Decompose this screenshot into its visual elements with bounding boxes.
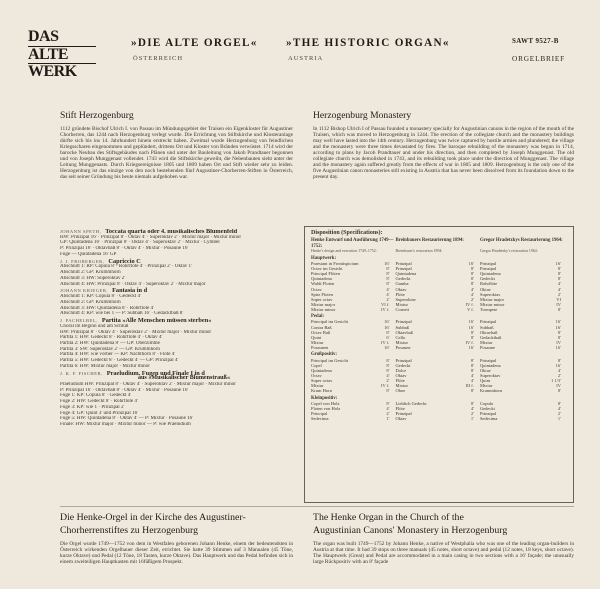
stop-footage: 16' [384,319,390,325]
stop-name: Prinzipal [395,411,412,417]
stop-name: Rohrflöte [479,281,498,287]
stop-footage: 8' [386,367,390,373]
stop-name: Mixtur minor [479,301,505,307]
stop-footage: 8' [557,357,561,363]
stop-name: Quintadena [395,271,417,277]
column-header-hradetzky: Gregor Hradetzkys Restaurierung 1964: [479,238,563,244]
stop-name: Principal im Gesicht [311,357,348,363]
stop-name: Prinzipal [479,260,497,266]
stop-footage: 2' [557,411,561,417]
stop-footage: 4' [470,405,474,411]
stop-name: Oboe [395,388,406,394]
stop-name: Mixtur [395,340,408,346]
logo-line-2: ALTE [28,46,96,65]
stop-name: Prinzipal [395,319,412,325]
registration-line: Abschnitt 1: RP: Copula 8' · Rohrflöte 4' · Prinzipal 2' · Oktav 1' [60,264,192,270]
stop-footage: 1' [386,416,390,422]
stop-name: Prinzipal [479,411,497,417]
stop-footage: IV f. [381,383,390,389]
stop-footage: 6' [386,334,390,340]
stop-footage: 4' [557,281,561,287]
stop-name: Oktav [479,367,491,373]
stop-name: Posaune [479,345,495,351]
disposition-title: Disposition (Specifications): [311,230,383,236]
disposition-column-headers [311,238,567,249]
stop-name: Praestant in Frontispicium [311,260,359,266]
stop-name: Principal [311,411,328,417]
stop-name: Principal im Gesicht [311,319,348,325]
registration-line: Partita 4: HW: wie vorher — KP: Nachthorn 8' · Flöte 4' [60,352,176,358]
stop-name: Gedeckt [479,405,495,411]
disposition-column-notes [311,249,567,254]
stop-footage: 8' [470,271,474,277]
stop-name: Posaune [395,345,411,351]
registration-line: Partita 5: HW: Gedeckt 8' · Gedeckt 4' — GP: Prinzipal 4' [60,358,179,364]
heading-stift-herzogenburg: Stift Herzogenburg [60,110,134,121]
registration-line: Abschnitt 4: HW: Prinzipal 8' · Oktav 4' · Superoktav 2' · Mixtur major [60,281,206,287]
stop-footage: 16' [555,324,561,330]
stop-footage: 2' [470,296,474,302]
piece-title: Praeludium, Fugen und Finale I in d [106,369,205,377]
stop-name: Copula [479,400,493,406]
stop-name: Flöte [395,291,405,297]
stop-name: Quintadena [311,276,332,282]
program-piece [60,288,300,317]
stop-name: Prinzipal [479,357,497,363]
series-title-german: »DIE ALTE ORGEL« [131,37,258,49]
stop-name: Cornett [395,307,409,313]
stop-name: Krum Horn [311,388,332,394]
catalog-number: SAWT 9527-B [512,37,559,45]
registration-line: Fuge 5: HW: Quintadena 8' · Oktav 4' — P: Mixtur · Posaune 16' [60,416,194,422]
stop-footage: IV f. [381,340,390,346]
stop-footage: 2' [386,411,390,417]
program-piece [60,318,300,369]
stop-cell [395,345,479,350]
disposition-body [311,256,567,422]
piece-title: Fantasia in d [112,287,148,295]
stop-footage: 8' [557,400,561,406]
stop-name: Prinzipal [395,357,412,363]
stop-name: Mixtur [311,383,324,389]
column-note-henke: Henke's design and execution 1749–1752: [311,248,377,253]
stop-name: Gedeckt [395,276,411,282]
stop-name: Oktavbaß [479,329,498,335]
stop-row [311,307,567,312]
stop-footage: 8' [557,334,561,340]
registration-line: Partita 6: HW: Mixtur major · Mixtur minor [60,363,150,369]
stop-footage: 4' [470,373,474,378]
stop-name: Principal Flöten [311,271,340,277]
stop-name: Spitz Floten [311,291,333,297]
stop-footage: 16' [555,260,561,266]
stop-cell [395,307,479,312]
stop-footage: 4' [386,373,390,378]
column-header-breinbauer: Breinbauers Restaurierung 1894: [395,238,464,244]
stop-name: Flöte [395,378,405,384]
division-name: Großpositiv: [311,352,338,358]
stop-footage: 16' [468,324,474,330]
stop-cell [311,345,395,350]
stop-footage: 4' [470,378,474,384]
stop-name: Oktavbaß [395,329,413,335]
registration-line: Abschnitt 2: GP: Krummhorn [60,299,121,305]
registration-line: Partita 2: HW: Quintadena 8' — GP: Oberzimme [60,340,160,346]
registration-line: Fuge 1: KP: Copula 8' · Gedeckt 4' [60,393,132,399]
organ-text-german: Die Orgel wurde 1749—1752 von dem in Westfalen geborenen Johann Henke, einem der bedeutendsten in Österreich wirkenden Orgelbauer dieser Zeit, errichtet. Sie hatte 39 Stimmen auf 3 Manualen (45 Töne, kurze Oktave) und Pedal (12 Töne, 18 Tasten, kurze Oktave). Das Hauptwerk und das Pedal befinden sich in einem zweiteiligen Hauptkasten mit 16füßigem Prospekt. [60,541,293,566]
column-note-breinbauer: Breinbauer's restoration 1894: [395,248,443,253]
stop-name: Krummhorn [479,388,503,394]
registration-program [60,229,300,491]
stop-name: Octav [311,286,322,292]
stop-footage: 16' [384,260,390,266]
stop-name: Oktav [395,286,407,292]
stop-cell [395,416,479,421]
logo-line-1: DAS [28,28,59,45]
composer-name: J. J. FROBERGER, [60,258,105,264]
stop-footage: 8' [557,329,561,335]
stop-name: Mixtur major [479,296,505,302]
composer-name: J. K. F. FISCHER, [60,370,103,376]
heading-henke-organ-german [60,511,246,537]
registration-line: Partita 3: SW: Superoktav 2' — GP: Krummhorn [60,346,160,352]
division-name: Kleinpositiv: [311,395,338,401]
program-piece [60,371,300,428]
stop-name: Gamba [395,281,409,287]
stop-name: Copel [311,362,322,368]
stop-name: Gedacktbaß [479,334,502,340]
stop-footage: 2' [386,296,390,302]
stop-name: Mixtur [479,383,493,389]
stop-footage: 8' [470,281,474,287]
registration-line: Fuge 3: KP: wie 1 · Prinzipal 2' [60,404,125,410]
section-divider [60,506,574,507]
stop-footage: 8' [470,334,474,340]
stop-footage: 4' [557,367,561,373]
stop-row [311,416,567,421]
stop-cell [480,416,567,421]
organ-text-english: The organ was built 1749—1752 by Johann Henke, a native of Westphalia who was one of the leading organ-builders in Austria at that time. It had 39 stops on three manuals (45 notes, short octave) and pedal (12 notes, 18 keys, short octave). The Hauptwerk (Great) and Pedal are accommodated in a main casing in two sections with a 16' façade; the unusually large Rückpositiv with an 8' façade [313,541,574,566]
stop-footage: 4' [557,286,561,292]
piece-title: Capriccio C [108,257,141,265]
stop-name: Super octav [311,296,333,302]
series-title-english: »THE HISTORIC ORGAN« [286,37,450,49]
stop-row [311,388,567,393]
stop-name: Contra Baß [311,324,332,330]
stop-cell [480,345,567,350]
registration-line: Fuge 2: HW: Gedeckt 8' · Rohrflöte 4' [60,399,138,405]
disposition-table [304,226,574,503]
stop-footage: 2' [386,378,390,384]
heading-herzogenburg-monastery: Herzogenburg Monastery [313,110,412,121]
stop-name: Mixtur [395,383,408,389]
stop-name: Prinzipal [395,260,412,266]
stop-name: Copel von Holz [311,400,340,406]
stop-footage: III f. [465,383,474,389]
division-name: Pedal: [311,314,325,320]
stop-footage: IV f. [465,340,474,346]
stop-footage: 8' [557,276,561,282]
registration-line: Abschnitt 1: KP: Copula 8' · Gedeckt 4' [60,294,141,300]
stop-name: Prinzipal [479,319,497,325]
stop-name: Mixtur [479,340,493,346]
composer-name: JOHANN SPETH, [60,229,102,234]
stop-name: Quintadena [479,271,501,277]
stop-footage: 16' [468,319,474,325]
stop-name: Quint [479,378,491,384]
stop-cell [395,388,479,393]
stop-footage: IV [556,301,561,307]
stop-name: Trompete [479,307,498,313]
stop-name: Lieblich Gedeckt [395,400,427,406]
stop-footage: 8' [470,357,474,363]
stop-footage: 8' [386,329,390,335]
stop-footage: 8' [386,400,390,406]
intro-text-german: 1112 gründete Bischof Ulrich I. von Passau im Mündungsgebiet der Traisen ein Eigenkloster für Augustiner Chorherren, das 1244 nach Herzogenburg verlegt wurde. Die Errichtung von Stiftskirche und Klosteranlage dürfte sich bis ins 14. Jahrhundert hinein erstreckt haben. Zweimal wurde Herzogenburg von feindlichen Kriegsscharen eingenommen und geplündert, drittens Ort und Kloster von Bränden verwüstet. 1714 wird der barocke Neubau des Stiftsgebäudes nach Plänen und unter der Bauleitung von Jakob Prandtauer begonnen und von Joseph Munggenast vollendet. 1743 wird die Stiftskirche geweiht, die Nebenbauten sieht unter der Leitung Munggenasts. Durch Kriegsereignisse 1805 und 1809 haben Ort und Stift wieder sehr zu leiden. Herzogenburg ist das einzige von den noch bestehenden fünf Augustiner-Chorherren-Stiften in Österreich, das seit seiner Gründung bis heute niemals aufgehoben war. [60,126,293,181]
stop-footage: 4' [470,286,474,292]
division-name: Hauptwerk: [311,255,337,261]
stop-footage: 4' [386,291,390,297]
stop-name: Quintadena [479,362,501,368]
stop-row [311,345,567,350]
heading-henke-organ-english-line-2: Augustinian Canons' Monastery in Herzogenburg [313,525,508,536]
orgelbrief-label: ORGELBRIEF [512,54,565,63]
stop-name: Subbaß [479,324,494,330]
registration-line: Choral im Beginn und am Schluß [60,323,129,329]
stop-footage: 4' [386,286,390,292]
stop-name: Prinzipal [395,265,412,271]
stop-name: Posaunen [311,345,329,351]
stop-name: Mixtur major [311,301,336,307]
stop-name: Superoktav [479,373,501,378]
stop-footage: V f. [467,307,474,313]
stop-name: Mixtur [395,301,408,307]
stop-name: Octav im Gesicht [311,265,343,271]
stop-name: Oktav [479,286,491,292]
stop-footage: 16' [468,345,474,351]
logo-line-3: WERK [28,63,77,81]
registration-line: GP: Quintadena 16' · Prinzipal 8' · Oktav 4' · Superoktav 2' · Mixtur · Cymbel [60,240,220,246]
stop-footage: 16' [384,324,390,330]
stop-footage: 8' [557,388,561,394]
heading-henke-organ-german-line-1: Die Henke-Orgel in der Kirche des Augustiner- [60,512,246,523]
registration-line: Abschnitt 3: HW: Superoktav 2' [60,275,126,281]
stop-footage: 16' [555,345,561,351]
stop-footage: IV f. [465,301,474,307]
stop-footage: 16' [384,345,390,351]
stop-name: Mixtur minor [311,307,336,313]
stop-name: Flöte [395,405,405,411]
registration-line: Praeludium HW: Prinzipal 8' · Oktav 4' · Superoktav 2' · Mixtur major · Mixtur minor [60,382,236,388]
series-subtitle-german: ÖSTERREICH [133,55,184,62]
program-piece [60,259,300,288]
stop-name: Oktav [395,416,407,422]
column-note-hradetzky: Gregor Hradetzky's restoration 1964: [479,248,538,253]
stop-footage: VI f. [380,301,390,307]
stop-name: Quintadena [311,367,332,373]
stop-name: Sedecima [311,416,329,422]
stop-footage: 8' [386,281,390,287]
series-subtitle-english: AUSTRIA [288,55,324,62]
column-header-henke: Henke Entwurf und Ausführung 1749—1752: [311,238,394,249]
stop-footage: 8' [386,271,390,277]
stop-name: Superoktav [395,296,416,302]
intro-text-english: In 1112 Bishop Ulrich I of Passau founded a monastery specially for Augustinian canons in the region of the mouth of the Traisen, which was moved to Herzogenburg in 1244. The erection of the collegiate church and the monastery buildings may well have lasted into the 14th century. Herzogenburg was twice captured by hostile armies and plundered; the village and the monastery were three times devastated by fires. The baroque rebuilding of the monastery was begun in 1714, according to plans by Jacob Prandtauer and under his direction, and then completed by Joseph Munggenast. The old collegiate church was demolished in 1743, and its rebuilding took place under the direction of Munggenast. The village and the monastery again suffered greatly from the effects of war in 1805 and 1809. Herzogenburg is the only one of the five Augustinian canon monasteries still existing in Austria that has never been dissolved from its foundation down to the present day. [313,126,574,181]
stop-footage: IV [556,340,561,346]
stop-footage: 2' [470,411,474,417]
stop-footage: 4' [386,405,390,411]
stop-footage: 8' [470,329,474,335]
stop-footage: 8' [470,276,474,282]
heading-henke-organ-german-line-2: Chorherrenstiftes zu Herzogenburg [60,525,199,536]
stop-footage: 1 1/3' [551,378,561,384]
registration-line: Abschnitt 2: GP: Krummhorn [60,270,121,276]
registration-line: Abschnitt 3: HW: Quintadena 8' · Rohrflöte 4' [60,305,155,311]
stop-footage: 8' [557,271,561,277]
stop-name: Sedecima [479,416,498,422]
stop-footage: 8' [470,367,474,373]
stop-name: Octav Baß [311,329,331,335]
stop-footage: 1' [470,416,474,422]
stop-name: Gedeckt [395,362,411,368]
stop-cell [311,416,395,421]
stop-footage: 8' [386,388,390,394]
stop-footage: 8' [557,307,561,313]
stop-footage: 1' [557,416,561,422]
stop-name: Floten von Holz [311,405,341,411]
stop-footage: 2' [557,373,561,378]
stop-name: Subbaß [395,324,409,330]
registration-line: Finale: HW: Mixtur major · Mixtur minor — P: wie Praeludium [60,421,191,427]
registration-line: P: Prinzipal 16' · Oktavbaß 8' · Oktav 4' · Mixtur · Posaune 16' [60,387,189,393]
stop-name: Dolce [395,367,407,373]
stop-name: Mixtur [311,340,324,346]
program-piece [60,229,300,258]
piece-title: Toccata quarta oder 4. musikalisches Blumenfeld [105,229,238,235]
composer-name: JOHANN KRIEGER, [60,288,109,294]
stop-footage: 4' [557,405,561,411]
composer-name: J. PACHELBEL, [60,318,98,324]
registration-line: HW: Prinzipal 8' · Oktav 4' · Superoktav 2' · Mixtur major · Mixtur minor [60,329,212,335]
piece-subtitle: aus »Musikalischer Blumenstrauß« [138,375,230,382]
registration-line: Partita 1: HW: Gedeckt 8' · Rohrflöte 4' · Oktav 4' [60,335,163,341]
stop-footage: 8' [470,400,474,406]
stop-name: Prinzipal [479,265,497,271]
heading-henke-organ-english-line-1: The Henke Organ in the Church of the [313,512,464,523]
stop-footage: 16' [555,362,561,368]
stop-name: Octav [311,373,322,378]
stop-name: Super octav [311,378,333,384]
stop-footage: 4' [470,291,474,297]
stop-footage: 8' [386,276,390,282]
stop-name: Superoktav [479,291,501,297]
das-alte-werk-logo [28,30,96,80]
stop-footage: 8' [470,265,474,271]
stop-cell [311,388,395,393]
stop-name: Quint [311,334,322,340]
stop-name: Cello [395,334,406,340]
stop-footage: 16' [468,260,474,266]
stop-footage: 8' [386,362,390,368]
stop-footage: 8' [470,388,474,394]
piece-title: Partita »Alle Menschen müssen sterben« [101,317,212,325]
stop-footage: IV f. [381,307,390,313]
registration-line: Abschnitt 4: KP: wie bei 1 — P: Subbaß 16' · Gedacktbaß 8' [60,311,184,317]
stop-footage: 16' [555,319,561,325]
stop-footage: 8' [470,362,474,368]
registration-line: P: Prinzipal 16' · Oktavbaß 8' · Oktav 4' · Mixtur · Posaune 16' [60,246,189,252]
heading-henke-organ-english [313,511,507,537]
stop-footage: 8' [386,265,390,271]
registration-line: Fuge — Quintadena 16' GP [60,251,117,257]
stop-name: Gedeckt [479,276,495,282]
stop-footage: IV [556,383,561,389]
stop-cell [480,307,567,312]
registration-line: HW: Prinzipal 16' · Prinzipal 8' · Oktav 4' · Superoktav 2' · Mixtur major · Mixtur minor [60,234,242,240]
stop-name: Oktav [395,373,407,378]
stop-footage: 2' [557,291,561,297]
stop-footage: 8' [386,357,390,363]
stop-name: Waldt Floten [311,281,335,287]
stop-cell [480,388,567,393]
registration-line: Fuge 4: GP: Quint 3' und Prinzipal 16' [60,410,139,416]
stop-cell [311,307,395,312]
stop-footage: 8' [557,265,561,271]
stop-footage: VI [556,296,561,302]
